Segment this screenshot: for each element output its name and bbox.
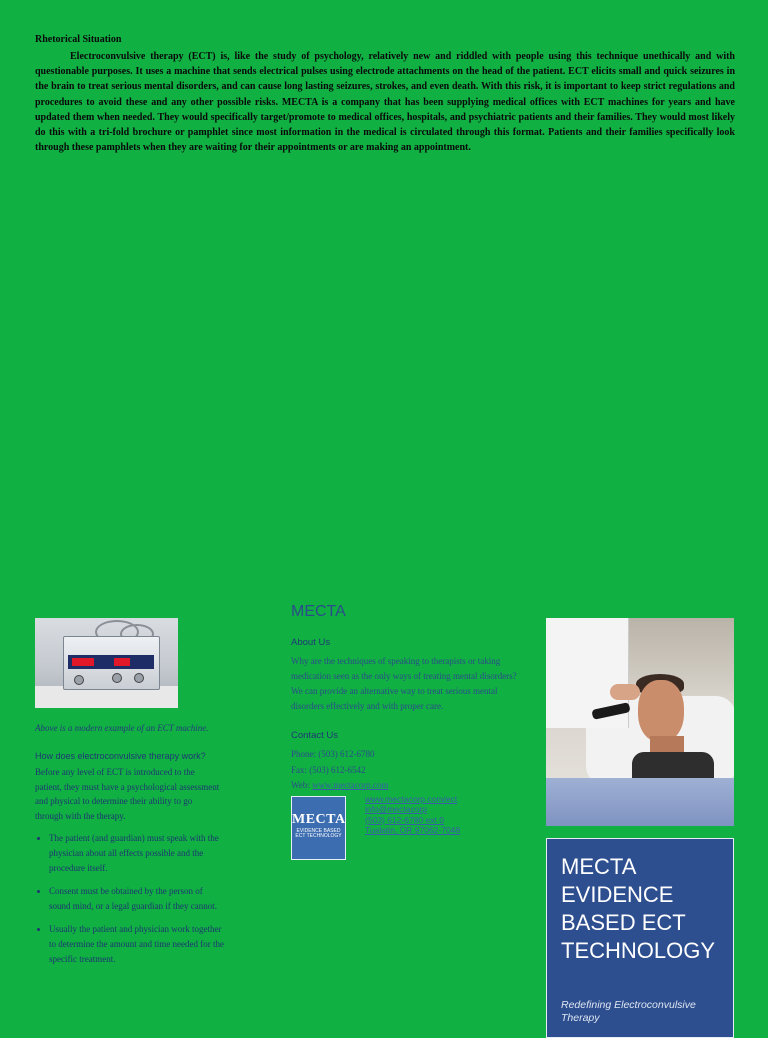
logo-wordmark: MECTA [292, 811, 346, 827]
logo-tagline: EVIDENCE BASED ECT TECHNOLOGY [295, 827, 342, 840]
ect-machine-photo [35, 618, 178, 708]
fax-number: Fax: (503) 612-6542 [291, 764, 366, 775]
intro-paragraph: Electroconvulsive therapy (ECT) is, like the study of psychology, relatively new and riddled with people using this technique unethically and with questionable purposes. It uses a machine that sends electrical pulses using electrode attachments on the head of the patient. ECT elicits small and quick seizures in the brain to treat serious mental disorders, and can cause long lasting seizures, strokes, and even death. With this risk, it is important to keep strict regulations and procedures to avoid these and any other possible risks. MECTA is a company that has been supplying medical offices with ECT machines for years and have updated them when needed. They would specifically target/promote to medical offices, hospitals, and psychiatric patients and their families. They would most likely do this with a tri-fold brochure or pamphlet since most information in the medical is circulated through this format. Patients and their families specifically look through these pamphlets when they are waiting for their appointments or are making an appointment. [35, 51, 735, 154]
contact-links [365, 794, 460, 836]
contact-link[interactable]: Tualatin, OR 97062-7048 [365, 825, 461, 835]
machine-caption: Above is a modern example of an ECT machine. [35, 723, 209, 733]
mecta-logo [291, 796, 346, 860]
contact-link[interactable]: (503) 612-6780 ext 0 [365, 814, 444, 825]
brochure-right-panel [546, 618, 734, 1038]
how-it-works-text: Before any level of ECT is introduced to the patient, they must have a psychological assessment and physical to determine their ability to go through with the therapy. [35, 767, 220, 821]
section-heading: Rhetorical Situation [35, 34, 122, 45]
rhetorical-situation-section [35, 34, 735, 155]
cover-subtitle: Redefining Electroconvulsive Therapy [561, 999, 696, 1024]
contact-heading: Contact Us [291, 730, 338, 741]
cover-panel [546, 838, 734, 1038]
how-it-works-heading: How does electroconvulsive therapy work? [35, 751, 206, 761]
web-line [291, 778, 526, 794]
cover-title: MECTA EVIDENCE BASED ECT TECHNOLOGY [561, 854, 716, 963]
logo-row [291, 794, 526, 864]
contact-link[interactable]: info@mectacorp [365, 804, 428, 814]
phone-number: Phone: (503) 612-6780 [291, 749, 375, 759]
list-item: • Usually the patient and physician work together to determine the amount and time needed for the specific treatment. [49, 922, 225, 966]
web-label: Web: [291, 780, 310, 790]
brand-title: MECTA [291, 603, 346, 620]
about-text: Why are the techniques of speaking to therapists or taking medication seen as the only ways of treating mental disorders? We can provide an alternative way to treat serious mental disorders effectively and with proper care. [291, 656, 517, 711]
brochure-left-panel [35, 618, 225, 975]
web-link[interactable]: www.mectacorp.com [312, 780, 389, 790]
contact-link[interactable]: www.mectacorp.com/ect [365, 793, 458, 804]
list-item: • The patient (and guardian) must speak with the physician about all effects possible and the procedure itself. [49, 831, 225, 875]
requirements-list [35, 831, 225, 966]
brochure-middle-panel [291, 603, 526, 864]
about-heading: About Us [291, 637, 331, 648]
patient-photo [546, 618, 734, 826]
list-item: • Consent must be obtained by the person of sound mind, or a legal guardian if they cannot. [49, 884, 225, 913]
